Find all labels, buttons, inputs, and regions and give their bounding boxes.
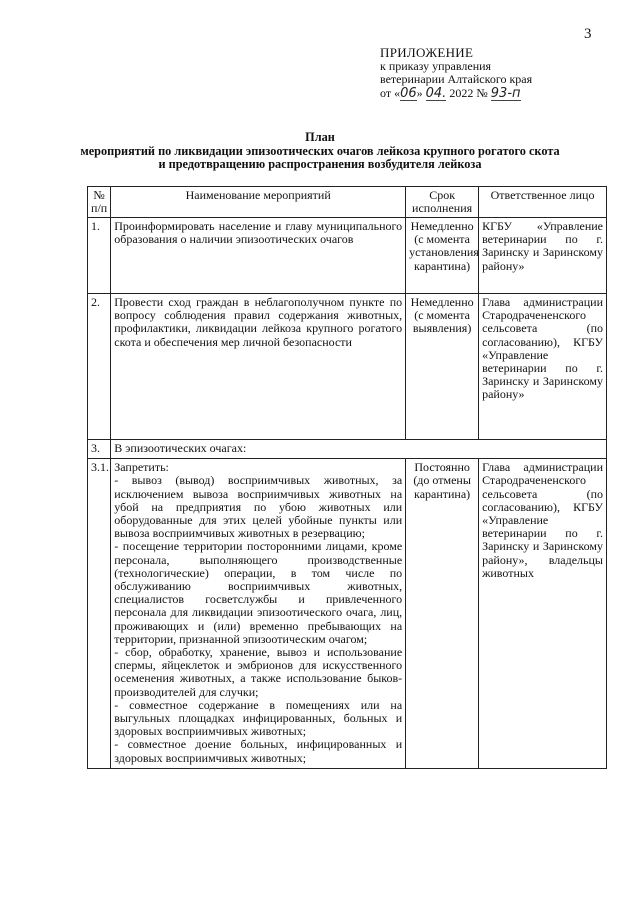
table-row bbox=[88, 294, 607, 440]
plan-title-line-1: План bbox=[305, 130, 335, 144]
row-num: 3.1. bbox=[88, 459, 111, 769]
appendix-heading: ПРИЛОЖЕНИЕ bbox=[380, 45, 474, 60]
prohibit-item: - вывоз (вывод) восприимчивых животных, за исключением вывоза восприимчивых животных на убой на предприятия по убою животных или оборудованные для этих целей убойные пункты или вывоза восприимчивых животных в резервацию; bbox=[114, 473, 403, 541]
header-name: Наименование мероприятий bbox=[111, 187, 406, 218]
prohibit-item: - сбор, обработку, хранение, вывоз и использование спермы, яйцеклеток и эмбрионов для искусственного осеменения животных, а также использование быков-производителей для случки; bbox=[114, 645, 403, 699]
row-num: 1. bbox=[88, 218, 111, 294]
prohibit-item: - совместное содержание в помещениях или на выгульных площадках инфицированных, больных и здоровых восприимчивых животных; bbox=[114, 697, 403, 739]
plan-title-line-3: и предотвращению распространения возбудителя лейкоза bbox=[158, 157, 482, 171]
date-month-handwritten: 04. bbox=[425, 85, 447, 101]
appendix-block bbox=[380, 46, 532, 101]
row-term: Немедленно (с момента выявления) bbox=[406, 294, 479, 440]
row-resp: Глава администрации Стародрачененского сельсовета (по согласованию), КГБУ «Управление ветеринарии по г. Заринску и Заринскому району», владельцы животных bbox=[479, 459, 607, 769]
row-num: 3. bbox=[88, 440, 111, 459]
table-row bbox=[88, 218, 607, 294]
measures-table bbox=[87, 186, 607, 769]
row-resp: Глава администрации Стародрачененского сельсовета (по согласованию), КГБУ «Управление ветеринарии по г. Заринску и Заринскому району» bbox=[479, 294, 607, 440]
table-header-row bbox=[88, 187, 607, 218]
header-num: № п/п bbox=[88, 187, 111, 218]
section-title: В эпизоотических очагах: bbox=[111, 440, 607, 459]
header-term: Срок исполнения bbox=[406, 187, 479, 218]
row-name: Провести сход граждан в неблагополучном пункте по вопросу соблюдения правил содержания животных, профилактики, ликвидации лейкоза крупного рогатого скота и обеспечения мер личной безопасности bbox=[111, 294, 406, 440]
header-resp: Ответственное лицо bbox=[479, 187, 607, 218]
table-section-row bbox=[88, 440, 607, 459]
table-row bbox=[88, 459, 607, 769]
row-term: Постоянно (до отмены карантина) bbox=[406, 459, 479, 769]
plan-title-line-2: мероприятий по ликвидации эпизоотических очагов лейкоза крупного рогатого скота bbox=[80, 143, 560, 158]
appendix-line-1: к приказу управления bbox=[380, 58, 492, 73]
date-prefix: от « bbox=[380, 85, 401, 100]
row-num: 2. bbox=[88, 294, 111, 440]
prohibit-item: - совместное доение больных, инфицированных и здоровых восприимчивых животных; bbox=[114, 737, 403, 765]
plan-title bbox=[0, 131, 640, 172]
prohibit-intro: Запретить: bbox=[114, 460, 169, 475]
order-number-handwritten: 93-п bbox=[490, 85, 521, 101]
row-name bbox=[111, 459, 406, 769]
date-separator: » bbox=[416, 85, 423, 100]
page-number: 3 bbox=[584, 26, 592, 42]
row-term: Немедленно (с момента установления карантина) bbox=[406, 218, 479, 294]
appendix-date-line bbox=[380, 87, 532, 101]
row-resp: КГБУ «Управление ветеринарии по г. Заринску и Заринскому району» bbox=[479, 218, 607, 294]
date-year: 2022 № bbox=[449, 85, 488, 100]
prohibit-item: - посещение территории посторонними лицами, кроме персонала, выполняющего производственные (технологические) операции, в том числе по обслуживанию восприимчивых животных, специалистов госветслужбы и привлеченного персонала для ликвидации эпизоотического очага, лиц, проживающих и (или) временно пребывающих на территории, признанной эпизоотическим очагом; bbox=[114, 539, 403, 646]
date-day-handwritten: 06 bbox=[400, 85, 417, 101]
row-name: Проинформировать население и главу муниципального образования о наличии эпизоотических очагов bbox=[111, 218, 406, 294]
appendix-line-2: ветеринарии Алтайского края bbox=[380, 72, 533, 86]
